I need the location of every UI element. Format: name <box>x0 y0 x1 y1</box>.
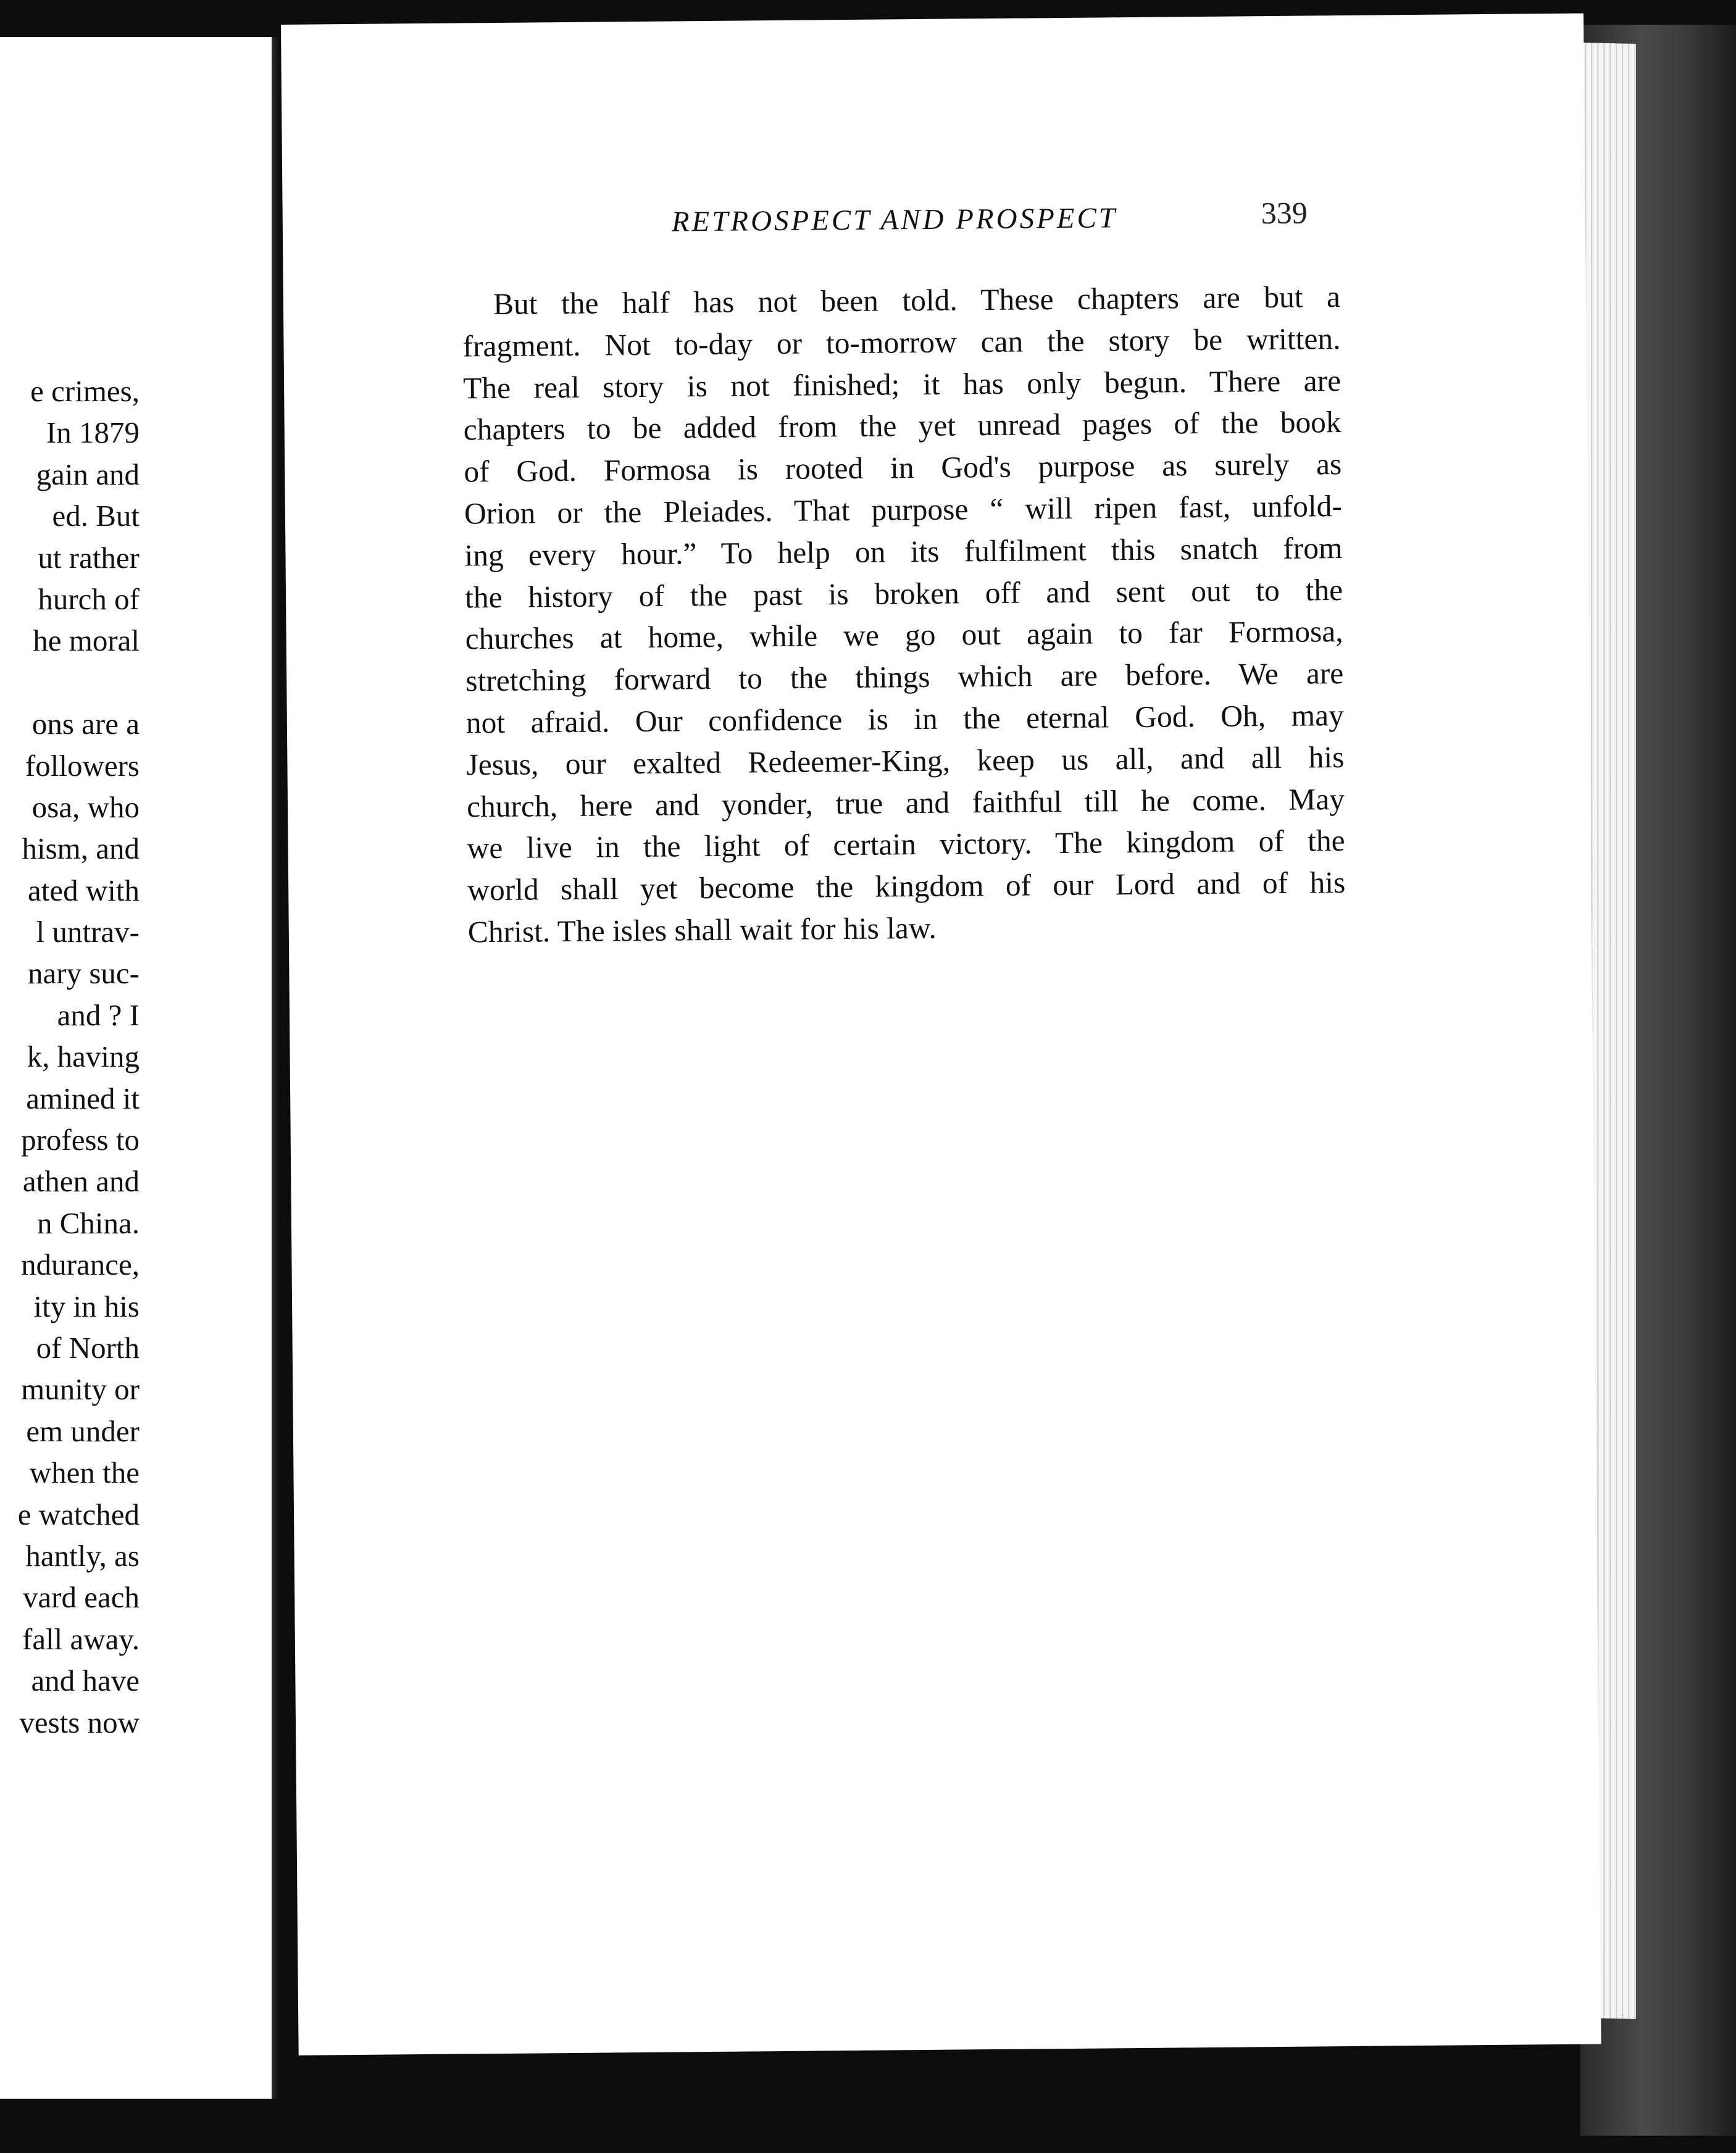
left-page-text <box>18 370 140 1743</box>
right-main-page <box>281 14 1601 2055</box>
text-line: of North <box>36 1330 140 1365</box>
text-line: fall away. <box>22 1622 140 1656</box>
text-line: churches at home, while we go out again to far Formosa, <box>465 614 1343 656</box>
text-line: munity or <box>21 1372 140 1407</box>
text-line: ated with <box>28 873 140 907</box>
text-line: ons are a <box>31 707 140 741</box>
text-line: em under <box>26 1414 140 1448</box>
text-line: Christ. The isles shall wait for his law. <box>467 910 937 949</box>
text-line: world shall yet become the kingdom of our Lord and of his <box>467 865 1346 907</box>
text-line: ing every hour.” To help on its fulfilment this snatch from <box>464 530 1343 573</box>
text-line: church, here and yonder, true and faithful till he come. May <box>466 781 1345 823</box>
book-gutter <box>272 37 280 2099</box>
text-line: he moral <box>33 623 140 658</box>
text-line: hism, and <box>22 831 140 866</box>
paragraph-gap <box>18 662 140 703</box>
text-line: Orion or the Pleiades. That purpose “ will ripen fast, unfold- <box>464 489 1343 531</box>
text-line: vests now <box>19 1705 140 1739</box>
text-line: n China. <box>36 1206 140 1240</box>
text-line: The real story is not finished; it has only begun. There are <box>462 363 1342 406</box>
text-line: nary suc- <box>28 956 140 991</box>
text-line: e watched <box>17 1497 140 1531</box>
text-line: Jesus, our exalted Redeemer-King, keep us all, and all his <box>466 739 1345 782</box>
text-line: hurch of <box>38 581 140 616</box>
text-line: chapters to be added from the yet unread pages of the book <box>463 405 1342 447</box>
text-line: ndurance, <box>21 1247 140 1282</box>
text-line: of God. Formosa is rooted in God's purpose as surely as <box>464 447 1342 489</box>
text-line: not afraid. Our confidence is in the eternal God. Oh, may <box>465 698 1345 740</box>
page-body-text <box>462 276 1346 953</box>
text-line: we live in the light of certain victory. The kingdom of the <box>467 823 1345 865</box>
text-line: ut rather <box>38 540 140 575</box>
text-line: ed. But <box>52 499 140 533</box>
text-line: osa, who <box>31 789 140 824</box>
text-line: In 1879 <box>46 415 140 450</box>
text-line: hantly, as <box>25 1538 140 1573</box>
text-line: profess to <box>21 1123 140 1157</box>
left-facing-page <box>0 37 272 2099</box>
text-line: stretching forward to the things which are before. We are <box>465 656 1344 698</box>
text-line: and have <box>31 1664 140 1698</box>
text-line: e crimes, <box>30 374 140 408</box>
text-line: l untrav- <box>36 915 140 949</box>
text-line: vard each <box>22 1580 140 1615</box>
text-line: But the half has not been told. These chapters are but a <box>493 280 1341 322</box>
text-line: fragment. Not to-day or to-morrow can the story be written. <box>462 321 1341 364</box>
text-line: and ? I <box>57 997 140 1032</box>
text-line: ity in his <box>33 1289 140 1323</box>
text-line: gain and <box>36 457 140 491</box>
text-line: amined it <box>26 1081 140 1115</box>
text-line: followers <box>25 748 140 783</box>
page-number: 339 <box>1261 195 1308 231</box>
running-head: RETROSPECT AND PROSPECT <box>671 202 1118 238</box>
text-line: when the <box>29 1455 140 1490</box>
text-line: k, having <box>27 1039 140 1074</box>
text-line: athen and <box>22 1164 140 1199</box>
text-line: the history of the past is broken off and sent out to the <box>464 572 1343 615</box>
